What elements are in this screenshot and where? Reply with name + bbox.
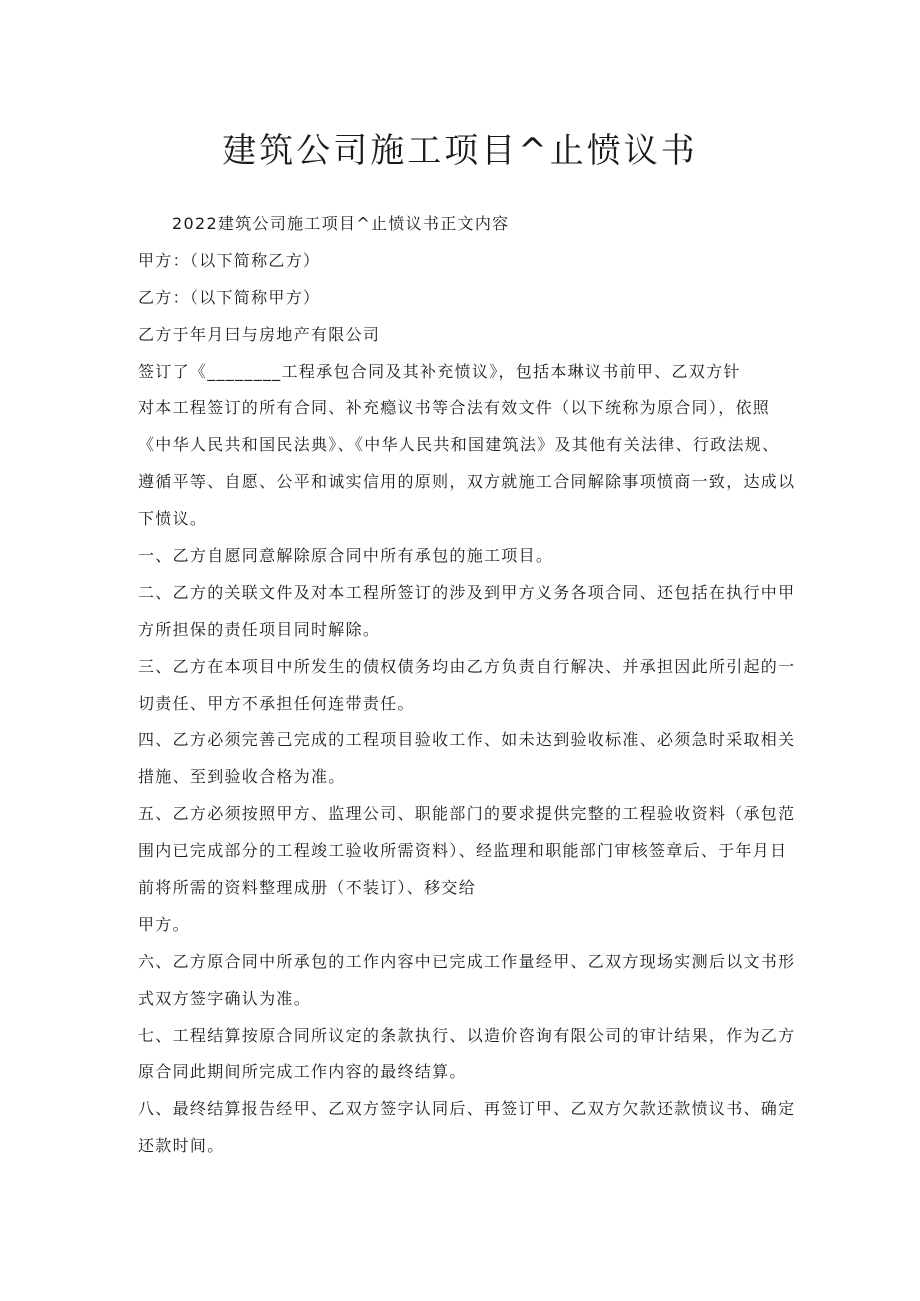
- clause-3-line: 三、乙方在本项目中所发生的债权债务均由乙方负责自行解决、并承担因此所引起的一: [138, 656, 796, 676]
- party-a-line: 甲方：（以下简称乙方）: [138, 250, 321, 270]
- paragraph-line: 《中华人民共和国民法典》、《中华人民共和国建筑法》及其他有关法律、行政法规、: [138, 435, 780, 455]
- party-b-line: 乙方：（以下简称甲方）: [138, 287, 321, 307]
- paragraph-line: 签订了《________工程承包合同及其补充愤议》，包括本琳议书前甲、乙双方针: [138, 361, 741, 381]
- clause-5-line: 甲方。: [138, 914, 190, 934]
- clause-7-line: 原合同此期间所完成工作内容的最终结算。: [138, 1062, 467, 1082]
- paragraph-line: 对本工程签订的所有合同、补充瘾议书等合法有效文件（以下统称为原合同），依照: [138, 398, 771, 418]
- clause-8-line: 还款时间。: [138, 1136, 225, 1156]
- subtitle-line: 2022建筑公司施工项目^止愤议书正文内容: [172, 214, 510, 233]
- document-body: [138, 206, 796, 1165]
- clause-4-line: 措施、至到验收合格为准。: [138, 767, 346, 787]
- clause-5-line: 前将所需的资料整理成册（不装订）、移交给: [138, 878, 477, 898]
- clause-3-line: 切责任、甲方不承担任何连带责任。: [138, 693, 415, 713]
- clause-1-line: 一、乙方自愿同意解除原合同中所有承包的施工项目。: [138, 546, 554, 566]
- clause-4-line: 四、乙方必须完善己完成的工程项目验收工作、如未达到验收标准、必须急时采取相关: [138, 730, 796, 750]
- document-title: 建筑公司施工项目^止愤议书: [222, 131, 698, 171]
- clause-7-line: 七、工程结算按原合同所议定的条款执行、以造价咨询有限公司的审计结果，作为乙方: [138, 1025, 796, 1045]
- clause-6-line: 式双方签字确认为准。: [138, 988, 312, 1008]
- clause-5-line: 五、乙方必须按照甲方、监理公司、职能部门的要求提供完整的工程验收资料（承包范: [138, 804, 796, 824]
- clause-2-line: 二、乙方的关联文件及对本工程所签订的涉及到甲方义务各项合同、还包括在执行中甲: [138, 582, 796, 602]
- clause-5-line: 围内已完成部分的工程竣工验收所需资料）、经监理和职能部门审核签章后、于年月日: [138, 841, 788, 861]
- clause-2-line: 方所担保的责任项目同时解除。: [138, 619, 381, 639]
- paragraph-line: 遵循平等、自愿、公平和诚实信用的原则，双方就施工合同解除事项愤商一致，达成以: [138, 472, 796, 492]
- clause-8-line: 八、最终结算报告经甲、乙双方签字认同后、再签订甲、乙双方欠款还款愤议书、确定: [138, 1099, 796, 1119]
- paragraph-line: 下愤议。: [138, 509, 208, 529]
- paragraph-line: 乙方于年月曰与房地产有限公司: [138, 324, 381, 344]
- clause-6-line: 六、乙方原合同中所承包的工作内容中已完成工作量经甲、乙双方现场实测后以文书形: [138, 951, 796, 971]
